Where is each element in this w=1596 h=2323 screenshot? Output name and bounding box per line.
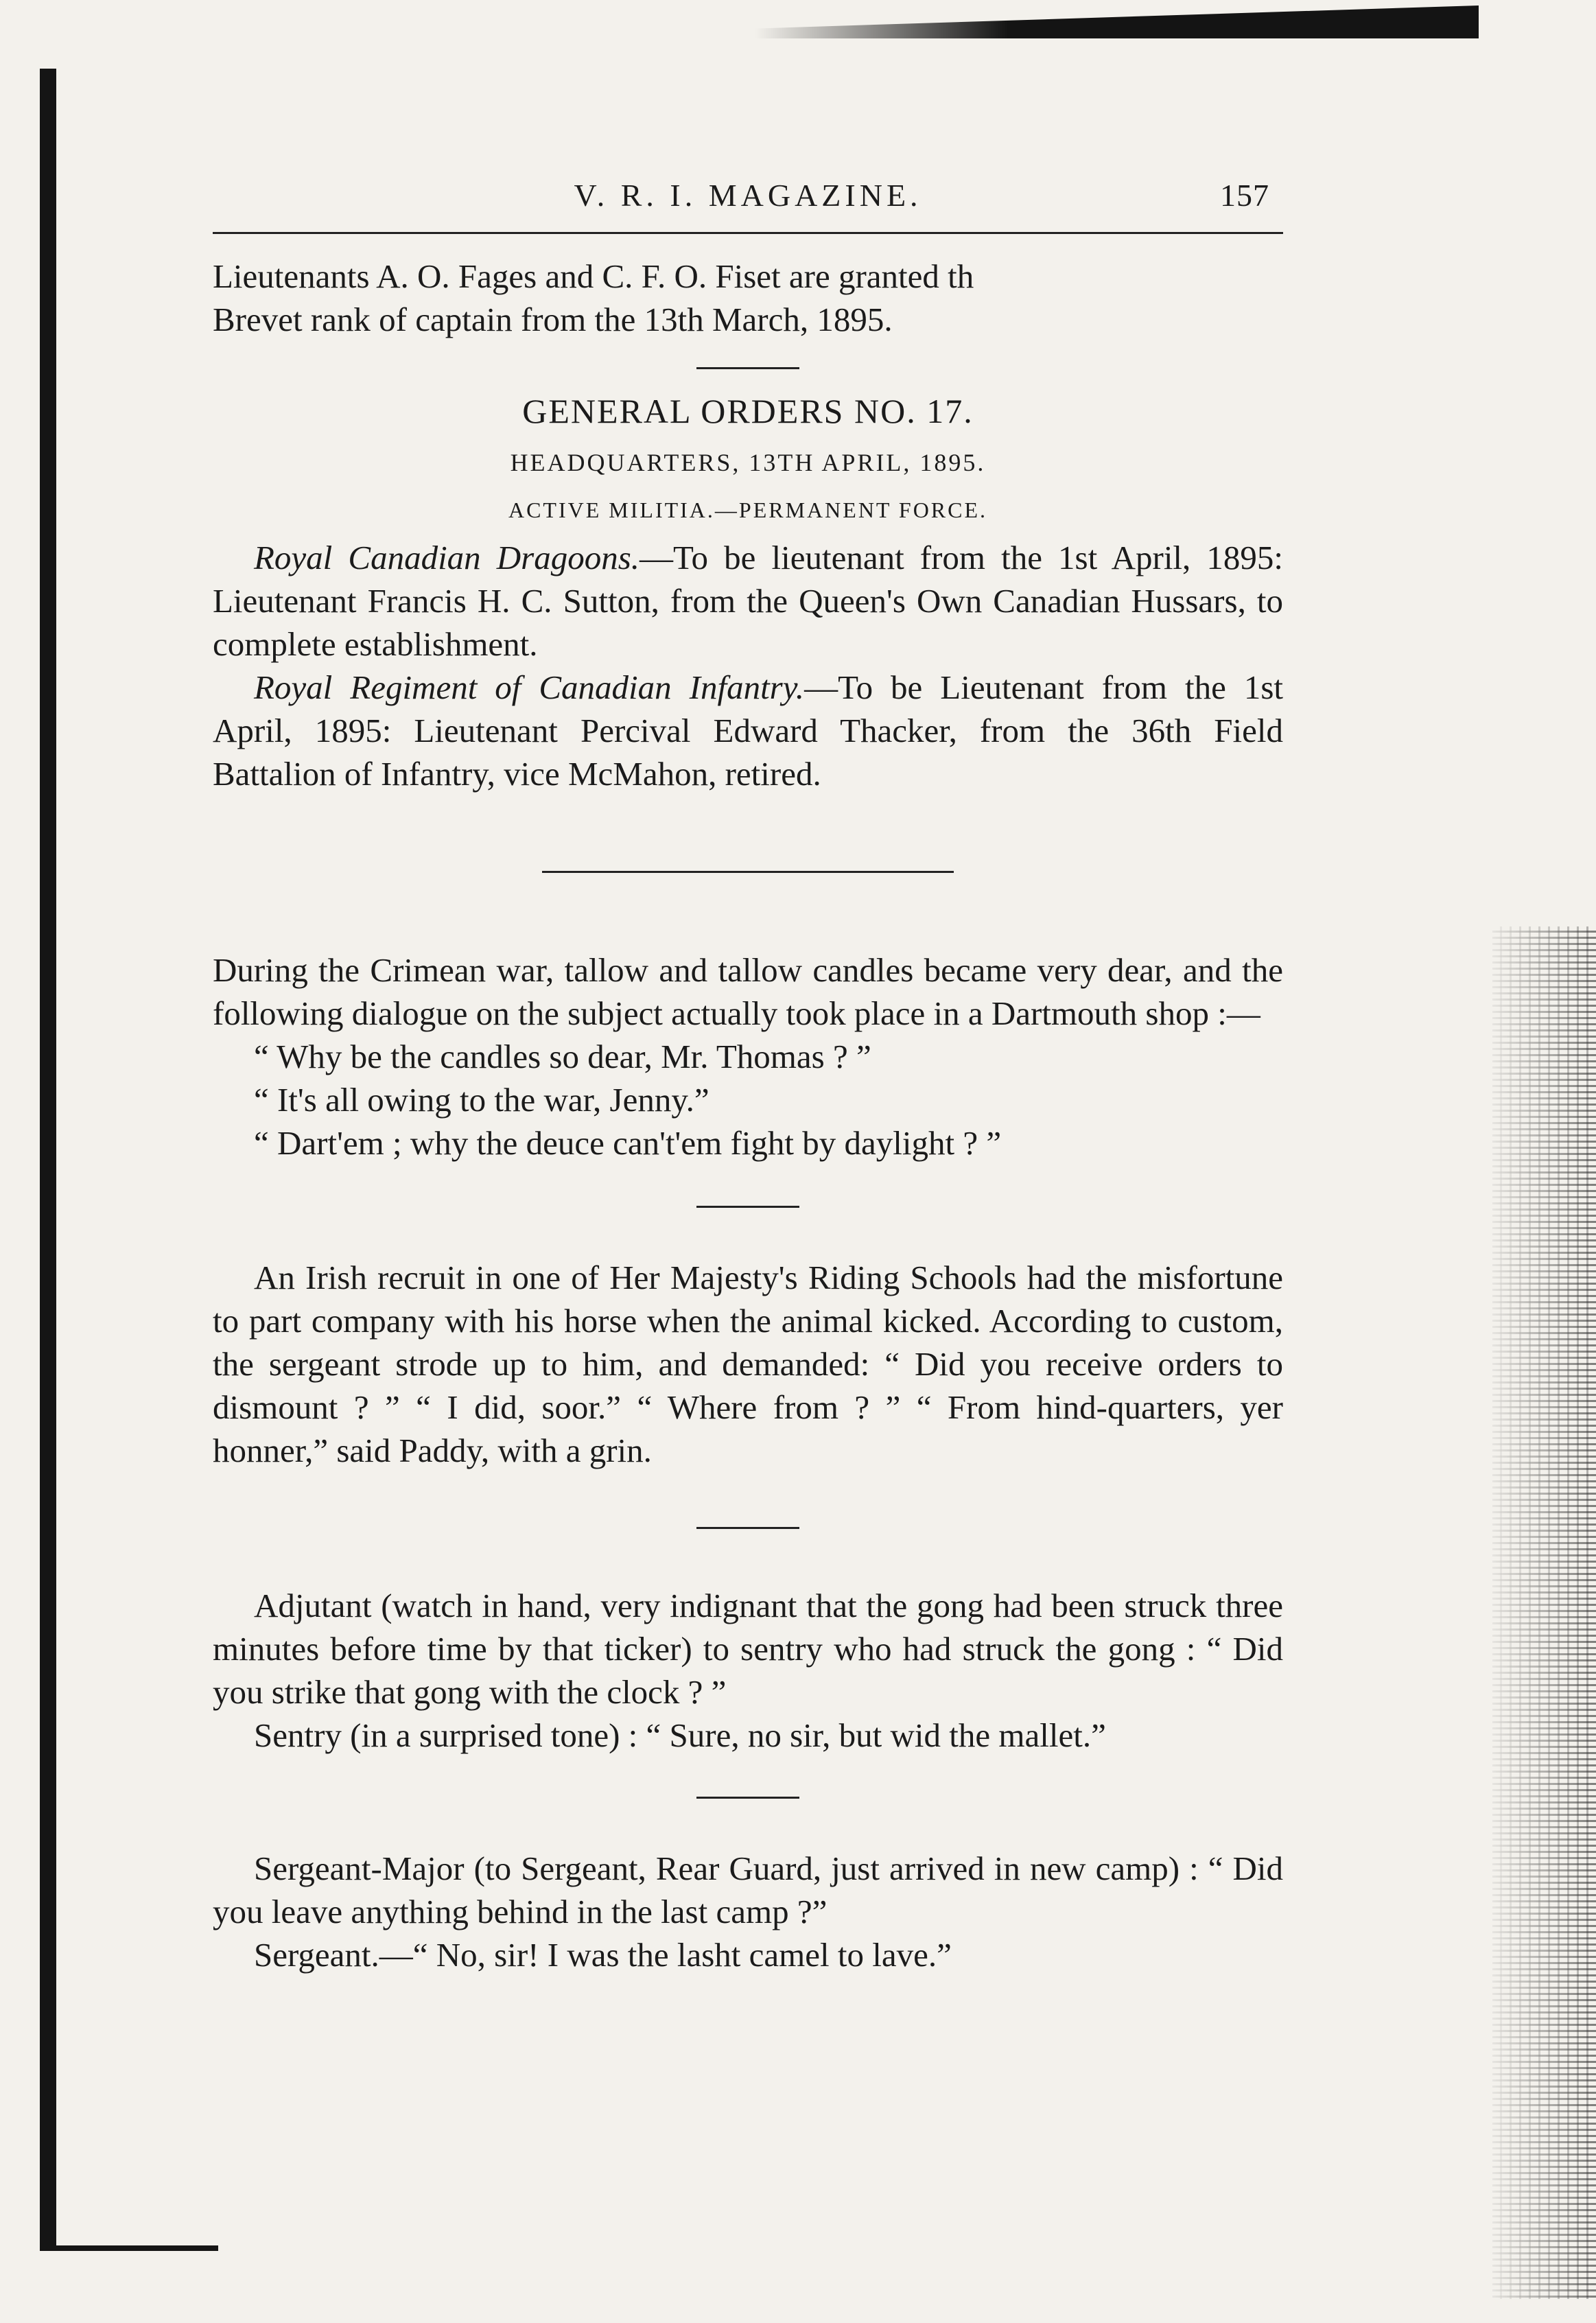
page-number: 157: [1220, 178, 1269, 213]
running-title: V. R. I. MAGAZINE.: [574, 178, 922, 213]
scan-top-bar: [755, 5, 1479, 38]
anecdote-candles: [213, 948, 1283, 1165]
scan-page-edge: [1492, 926, 1596, 2299]
anecdote-camel-sergeant-major: Sergeant-Major (to Sergeant, Rear Guard, just arrived in new camp) : “ Did you leave anything behind in the last camp ?”: [213, 1849, 1283, 1930]
running-header: [213, 172, 1283, 220]
order-infantry-text: —To be Lieutenant from the 1st April, 1895: Lieutenant Percival Edward Thacker, from the 36th Field Battalion of Infantry, vice McMahon, retired.: [213, 668, 1284, 793]
order-dragoons-unit: Royal Canadian Dragoons.: [254, 539, 640, 576]
anecdote-candles-line: “ It's all owing to the war, Jenny.”: [254, 1081, 709, 1119]
anecdote-camel-sergeant: Sergeant.—“ No, sir! I was the lasht camel to lave.”: [254, 1936, 952, 1974]
anecdote-divider: [696, 1797, 799, 1799]
article-divider: [542, 871, 954, 873]
intro-line-2: Brevet rank of captain from the 13th March, 1895.: [213, 301, 893, 338]
orders-date: HEADQUARTERS, 13TH APRIL, 1895.: [510, 449, 986, 476]
header-rule: [213, 232, 1283, 234]
anecdote-irish-recruit: An Irish recruit in one of Her Majesty's Riding Schools had the misfortune to part company with his horse when the animal kicked. According to custom, the sergeant strode up to him, and demanded: “ Did you receive orders to dismount ? ” “ I did, soor.” “ Where from ? ” “ From hind-quarters, yer honner,” said Paddy, with a grin.: [213, 1259, 1283, 1469]
anecdote-camel: [213, 1847, 1283, 1976]
orders-title: GENERAL ORDERS NO. 17.: [522, 392, 974, 430]
anecdote-candles-line: “ Why be the candles so dear, Mr. Thomas ? ”: [254, 1038, 871, 1075]
orders-section: ACTIVE MILITIA.—PERMANENT FORCE.: [508, 498, 988, 522]
anecdote-gong-adjutant: Adjutant (watch in hand, very indignant that the gong had been struck three minutes before time by that ticker) to sentry who had struck the gong : “ Did you strike that gong with the clock ? ”: [213, 1587, 1283, 1711]
order-dragoons-text: —To be lieutenant from the 1st April, 1895: Lieutenant Francis H. C. Sutton, from the Queen's Own Canadian Hussars, to complete establishment.: [213, 539, 1283, 663]
order-infantry: [213, 666, 1283, 795]
anecdote-divider: [696, 1206, 799, 1208]
scan-binding-foot: [40, 2245, 218, 2251]
section-divider: [696, 367, 799, 369]
intro-line-1: Lieutenants A. O. Fages and C. F. O. Fiset are granted th: [213, 257, 974, 295]
anecdote-divider: [696, 1527, 799, 1529]
anecdote-gong-sentry: Sentry (in a surprised tone) : “ Sure, no sir, but wid the mallet.”: [254, 1716, 1106, 1754]
order-infantry-unit: Royal Regiment of Canadian Infantry.: [254, 668, 805, 706]
order-dragoons: [213, 536, 1283, 666]
anecdote-gong: [213, 1584, 1283, 1757]
anecdote-candles-line: “ Dart'em ; why the deuce can't'em fight by daylight ? ”: [254, 1124, 1002, 1162]
magazine-page: [213, 172, 1283, 1976]
anecdote-candles-intro: During the Crimean war, tallow and tallow candles became very dear, and the following dialogue on the subject actually took place in a Dartmouth shop :—: [213, 951, 1283, 1032]
scan-binding-edge: [40, 69, 56, 2251]
